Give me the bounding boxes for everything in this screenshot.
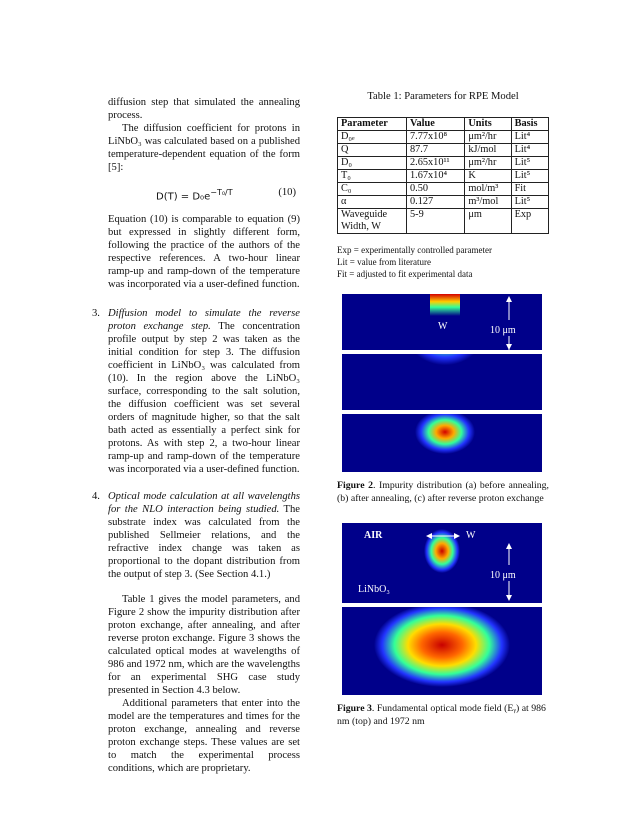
paragraph-continuation: diffusion step that simulated the annealing process. (108, 97, 300, 121)
table-row (338, 144, 549, 157)
figure-2-caption (337, 480, 549, 505)
table-cell: Lit⁵ (511, 170, 548, 183)
table-cell: μm²/hr (465, 131, 511, 144)
item-4-title: Optical mode calculation at all wavelengths for the NLO interaction being studied. (108, 491, 300, 516)
table-notes (337, 244, 549, 280)
table-cell: Exp (511, 209, 548, 234)
figure-3-top-panel (342, 523, 542, 603)
table-header-row (338, 118, 549, 131)
header-cell: Units (465, 118, 511, 131)
table-cell: 0.50 (407, 183, 465, 196)
table-cell: 7.77x10⁸ (407, 131, 465, 144)
header-cell: Value (407, 118, 465, 131)
width-arrow-icon (426, 531, 460, 541)
table-cell: mol/m³ (465, 183, 511, 196)
table-cell: α (338, 196, 407, 209)
annealed-region (415, 354, 475, 382)
paragraph-additional: Additional parameters that enter into the model are the temperatures and times for the proton exchange, annealing and reverse proton exchange steps. These values are set to match the experimental process conditions, which are proprietary. (108, 698, 300, 775)
table-cell: 2.65x10¹¹ (407, 157, 465, 170)
item-4-body: The substrate index was calculated from the published Sellmeier relations, and the refractive index change was taken as proportional to the dopant distribution from the output of step 3. (See Section 4.1.) (108, 504, 300, 581)
parameters-table (337, 117, 549, 234)
figure-2b-panel (342, 354, 542, 410)
note-line: Lit = value from literature (337, 257, 432, 267)
table-cell: 5-9 (407, 209, 465, 234)
left-column (92, 96, 300, 775)
right-column (337, 90, 549, 728)
scale-bar-label: 10 μm (490, 570, 516, 581)
width-label: W (466, 530, 476, 541)
table-row (338, 209, 549, 234)
scale-bar-arrow-icon (504, 523, 514, 603)
figure-3 (342, 523, 542, 695)
table-cell: kJ/mol (465, 144, 511, 157)
table-cell: Lit⁵ (511, 157, 548, 170)
table-row (338, 183, 549, 196)
scale-bar-label: 10 μm (490, 325, 516, 336)
figure-3-caption (337, 703, 549, 728)
table-cell: C₀ (338, 183, 407, 196)
paragraph-equation-10: Equation (10) is comparable to equation (9) but expressed in slightly different form, following the practice of the authors of the respective references. A two-hour linear ramp-up and ramp-down of the temperature was incorporated via a user-defined function. (108, 214, 300, 291)
table-cell: μm²/hr (465, 157, 511, 170)
table-cell: m³/mol (465, 196, 511, 209)
caption-text: . Impurity distribution (a) before annealing, (b) after annealing, (c) after reverse proton exchange (337, 480, 549, 504)
table-cell: Lit⁴ (511, 144, 548, 157)
figure-2a-panel (342, 294, 542, 350)
table-cell: D₀ₑ (338, 131, 407, 144)
table-row (338, 170, 549, 183)
exchanged-region (430, 294, 460, 316)
proton-distribution-b (342, 354, 542, 410)
mode-field-1972nm (342, 607, 542, 695)
table-row (338, 196, 549, 209)
figure-2 (342, 294, 542, 472)
header-cell: Parameter (338, 118, 407, 131)
table-cell: Lit⁵ (511, 196, 548, 209)
air-label: AIR (364, 530, 383, 541)
figure-2c-panel (342, 414, 542, 472)
proton-distribution-c (342, 414, 542, 472)
scale-bar-arrow-icon (504, 294, 514, 350)
table-cell: Waveguide Width, W (338, 209, 407, 234)
table-row (338, 131, 549, 144)
table-cell: T₀ (338, 170, 407, 183)
list-number: 3. (92, 308, 100, 320)
note-line: Fit = adjusted to fit experimental data (337, 269, 473, 279)
caption-label: Figure 2 (337, 480, 374, 491)
header-cell: Basis (511, 118, 548, 131)
equation-10 (92, 186, 300, 203)
table-title: Table 1: Parameters for RPE Model (367, 91, 519, 102)
reverse-exchanged-region (415, 414, 475, 454)
table-cell: μm (465, 209, 511, 234)
caption-label: Figure 3 (337, 703, 372, 714)
table-cell: 1.67x10⁴ (407, 170, 465, 183)
table-cell: 87.7 (407, 144, 465, 157)
equation-expression: $D(T) = D_0e^{-T_0/T}$ (156, 188, 233, 203)
item-3-body: The concentration profile output by step 2 was taken as the initial condition for step 3. The diffusion coefficient in LiNbO₃ was calculated from (10). In the region above the LiNbO₃ surface, corresponding to the salt solution, the diffusion coefficient was set several orders of magnitude higher, so that the salt bath acted as essentially a perfect sink for protons. As with step 2, a two-hour linear ramp-up and ramp-down of the temperature was incorporated via a user-defined function. (108, 321, 300, 476)
table-cell: Q (338, 144, 407, 157)
note-line: Exp = experimentally controlled parameter (337, 245, 493, 255)
figure-3-bottom-panel (342, 607, 542, 695)
table-row (338, 157, 549, 170)
caption-text: . Fundamental optical mode field (Eᵧ) at 986 nm (top) and 1972 nm (337, 703, 546, 727)
table-cell: 0.127 (407, 196, 465, 209)
paragraph-table-1: Table 1 gives the model parameters, and Figure 2 show the impurity distribution after proton exchange, after annealing, and after reverse proton exchange. Figure 3 shows the calculated optical modes at wavelengths of 986 and 1972 nm, which are the wavelengths for an experimental SHG case study presented in Section 4.3 below. (108, 594, 300, 697)
item-3-title: Diffusion model to simulate the reverse proton exchange step. (108, 308, 300, 333)
paragraph-diffusion: The diffusion coefficient for protons in LiNbO₃ was calculated based on a published temperature-dependent equation of the form [5]: (108, 123, 300, 173)
table-cell: D₀ (338, 157, 407, 170)
mode-field-spot (374, 607, 510, 687)
table-cell: K (465, 170, 511, 183)
substrate-label: LiNbO₃ (358, 584, 390, 595)
table-cell: Lit⁴ (511, 131, 548, 144)
width-label: W (438, 321, 448, 332)
list-number: 4. (92, 491, 100, 503)
equation-number: (10) (278, 187, 296, 198)
list-item-4 (92, 490, 300, 581)
table-cell: Fit (511, 183, 548, 196)
list-item-3 (92, 307, 300, 476)
